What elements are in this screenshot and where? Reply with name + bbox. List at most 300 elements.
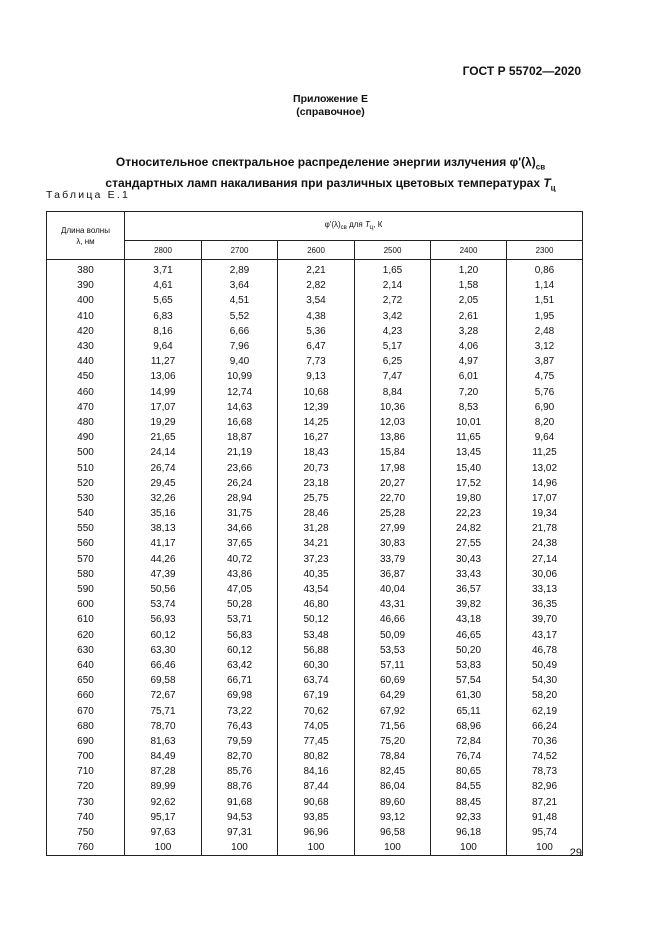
wavelength-cell: 440 [47,354,125,369]
value-cell: 21,78 [507,521,583,536]
title-line-2-subscript: ц [550,183,556,193]
value-cell: 9,40 [202,354,278,369]
wavelength-cell: 600 [47,597,125,612]
value-cell: 87,28 [125,764,202,779]
table-row [47,612,583,627]
value-cell: 78,70 [125,719,202,734]
value-cell: 3,12 [507,339,583,354]
value-cell: 3,54 [278,293,355,308]
value-cell: 21,19 [202,445,278,460]
value-cell: 17,52 [431,476,507,491]
value-cell: 65,11 [431,703,507,718]
value-cell: 96,96 [278,825,355,840]
value-cell: 57,11 [355,658,431,673]
wavelength-cell: 640 [47,658,125,673]
value-cell: 4,75 [507,369,583,384]
value-cell: 76,43 [202,719,278,734]
value-cell: 17,07 [125,400,202,415]
table-row [47,688,583,703]
value-cell: 37,65 [202,536,278,551]
wavelength-cell: 530 [47,491,125,506]
value-cell: 75,71 [125,703,202,718]
value-cell: 67,92 [355,703,431,718]
value-cell: 40,72 [202,552,278,567]
table-row [47,506,583,521]
table-row [47,339,583,354]
value-cell: 3,42 [355,309,431,324]
value-cell: 74,52 [507,749,583,764]
value-cell: 90,68 [278,795,355,810]
value-cell: 2,89 [202,260,278,279]
group-header-sub1: св [340,224,347,231]
wavelength-cell: 620 [47,628,125,643]
value-cell: 70,36 [507,734,583,749]
wavelength-header-line2: λ, нм [76,236,95,246]
wavelength-cell: 510 [47,460,125,475]
value-cell: 80,65 [431,764,507,779]
table-row [47,369,583,384]
spectral-table [46,211,583,856]
value-cell: 75,20 [355,734,431,749]
table-row [47,658,583,673]
value-cell: 57,54 [431,673,507,688]
value-cell: 46,80 [278,597,355,612]
value-cell: 100 [125,840,202,856]
table-row [47,582,583,597]
value-cell: 30,06 [507,567,583,582]
table-row [47,840,583,856]
wavelength-cell: 550 [47,521,125,536]
value-cell: 40,35 [278,567,355,582]
wavelength-cell: 480 [47,415,125,430]
value-cell: 4,97 [431,354,507,369]
value-cell: 16,68 [202,415,278,430]
value-cell: 0,86 [507,260,583,279]
value-cell: 43,54 [278,582,355,597]
value-cell: 27,14 [507,552,583,567]
value-cell: 5,17 [355,339,431,354]
value-cell: 7,73 [278,354,355,369]
value-cell: 18,43 [278,445,355,460]
value-cell: 14,96 [507,476,583,491]
value-cell: 43,18 [431,612,507,627]
value-cell: 5,52 [202,309,278,324]
value-cell: 5,36 [278,324,355,339]
value-cell: 72,67 [125,688,202,703]
value-cell: 20,27 [355,476,431,491]
value-cell: 9,13 [278,369,355,384]
value-cell: 1,51 [507,293,583,308]
value-cell: 3,87 [507,354,583,369]
value-cell: 36,87 [355,567,431,582]
value-cell: 22,23 [431,506,507,521]
table-row [47,597,583,612]
value-cell: 23,18 [278,476,355,491]
group-header-mid: для [346,219,365,229]
value-cell: 61,30 [431,688,507,703]
table-row [47,825,583,840]
wavelength-cell: 400 [47,293,125,308]
standard-code: ГОСТ Р 55702—2020 [462,64,581,78]
value-cell: 5,65 [125,293,202,308]
value-cell: 14,99 [125,385,202,400]
table-label: Таблица Е.1 [46,189,131,201]
table-row [47,795,583,810]
value-cell: 76,74 [431,749,507,764]
value-cell: 38,13 [125,521,202,536]
value-cell: 17,07 [507,491,583,506]
value-cell: 54,30 [507,673,583,688]
value-cell: 7,47 [355,369,431,384]
value-cell: 39,82 [431,597,507,612]
wavelength-cell: 590 [47,582,125,597]
table-row [47,810,583,825]
wavelength-cell: 650 [47,673,125,688]
value-cell: 6,01 [431,369,507,384]
wavelength-cell: 500 [47,445,125,460]
value-cell: 31,75 [202,506,278,521]
value-cell: 53,74 [125,597,202,612]
table-row [47,703,583,718]
value-cell: 96,18 [431,825,507,840]
value-cell: 66,71 [202,673,278,688]
value-cell: 1,14 [507,278,583,293]
value-cell: 43,31 [355,597,431,612]
wavelength-cell: 610 [47,612,125,627]
value-cell: 66,24 [507,719,583,734]
temperature-header: 2800 [125,241,202,260]
value-cell: 95,74 [507,825,583,840]
value-cell: 62,19 [507,703,583,718]
value-cell: 6,90 [507,400,583,415]
value-cell: 89,60 [355,795,431,810]
value-cell: 68,96 [431,719,507,734]
wavelength-cell: 430 [47,339,125,354]
value-cell: 4,38 [278,309,355,324]
table-row [47,764,583,779]
wavelength-cell: 390 [47,278,125,293]
wavelength-cell: 700 [47,749,125,764]
value-cell: 56,83 [202,628,278,643]
value-cell: 7,20 [431,385,507,400]
table-row [47,460,583,475]
value-cell: 86,04 [355,779,431,794]
wavelength-cell: 540 [47,506,125,521]
value-cell: 2,21 [278,260,355,279]
value-cell: 13,02 [507,460,583,475]
value-cell: 53,53 [355,643,431,658]
value-cell: 3,71 [125,260,202,279]
value-cell: 29,45 [125,476,202,491]
table-row [47,309,583,324]
value-cell: 88,76 [202,779,278,794]
value-cell: 25,28 [355,506,431,521]
value-cell: 74,05 [278,719,355,734]
value-cell: 21,65 [125,430,202,445]
value-cell: 36,57 [431,582,507,597]
value-cell: 80,82 [278,749,355,764]
value-cell: 58,20 [507,688,583,703]
value-cell: 12,03 [355,415,431,430]
value-cell: 46,66 [355,612,431,627]
value-cell: 100 [202,840,278,856]
temperature-group-header [125,212,583,241]
value-cell: 10,99 [202,369,278,384]
value-cell: 47,39 [125,567,202,582]
table-row [47,476,583,491]
value-cell: 95,17 [125,810,202,825]
table-row [47,278,583,293]
value-cell: 3,28 [431,324,507,339]
wavelength-cell: 580 [47,567,125,582]
value-cell: 56,93 [125,612,202,627]
value-cell: 33,79 [355,552,431,567]
table-row [47,400,583,415]
value-cell: 37,23 [278,552,355,567]
value-cell: 2,05 [431,293,507,308]
value-cell: 10,01 [431,415,507,430]
value-cell: 97,31 [202,825,278,840]
wavelength-cell: 470 [47,400,125,415]
group-header-sub2: ц [369,224,374,231]
value-cell: 8,16 [125,324,202,339]
value-cell: 81,63 [125,734,202,749]
wavelength-cell: 720 [47,779,125,794]
value-cell: 1,58 [431,278,507,293]
value-cell: 35,16 [125,506,202,521]
value-cell: 84,49 [125,749,202,764]
value-cell: 60,12 [202,643,278,658]
value-cell: 50,09 [355,628,431,643]
value-cell: 82,45 [355,764,431,779]
table-row [47,491,583,506]
value-cell: 2,82 [278,278,355,293]
value-cell: 50,20 [431,643,507,658]
value-cell: 85,76 [202,764,278,779]
value-cell: 12,39 [278,400,355,415]
wavelength-cell: 490 [47,430,125,445]
value-cell: 92,33 [431,810,507,825]
value-cell: 50,49 [507,658,583,673]
value-cell: 69,58 [125,673,202,688]
value-cell: 100 [507,840,583,856]
temperature-header: 2300 [507,241,583,260]
value-cell: 92,62 [125,795,202,810]
value-cell: 11,65 [431,430,507,445]
value-cell: 14,25 [278,415,355,430]
table-row [47,719,583,734]
value-cell: 67,19 [278,688,355,703]
value-cell: 24,82 [431,521,507,536]
value-cell: 24,14 [125,445,202,460]
appendix-type: (справочное) [296,106,365,118]
value-cell: 93,12 [355,810,431,825]
value-cell: 18,87 [202,430,278,445]
value-cell: 8,84 [355,385,431,400]
table-row [47,293,583,308]
value-cell: 19,80 [431,491,507,506]
value-cell: 56,88 [278,643,355,658]
wavelength-cell: 630 [47,643,125,658]
value-cell: 15,84 [355,445,431,460]
value-cell: 93,85 [278,810,355,825]
wavelength-cell: 740 [47,810,125,825]
value-cell: 72,84 [431,734,507,749]
wavelength-cell: 710 [47,764,125,779]
value-cell: 26,24 [202,476,278,491]
title-line-1 [0,154,661,175]
table-row [47,385,583,400]
value-cell: 27,55 [431,536,507,551]
table-row [47,628,583,643]
wavelength-cell: 420 [47,324,125,339]
value-cell: 43,86 [202,567,278,582]
value-cell: 8,53 [431,400,507,415]
value-cell: 2,72 [355,293,431,308]
value-cell: 7,96 [202,339,278,354]
value-cell: 26,74 [125,460,202,475]
value-cell: 6,66 [202,324,278,339]
value-cell: 91,48 [507,810,583,825]
value-cell: 10,68 [278,385,355,400]
value-cell: 34,21 [278,536,355,551]
value-cell: 17,98 [355,460,431,475]
temperature-header: 2600 [278,241,355,260]
value-cell: 25,75 [278,491,355,506]
wavelength-cell: 730 [47,795,125,810]
value-cell: 8,20 [507,415,583,430]
value-cell: 77,45 [278,734,355,749]
table-row [47,643,583,658]
table-row [47,552,583,567]
value-cell: 36,35 [507,597,583,612]
value-cell: 28,46 [278,506,355,521]
wavelength-cell: 560 [47,536,125,551]
value-cell: 53,83 [431,658,507,673]
value-cell: 1,20 [431,260,507,279]
value-cell: 87,21 [507,795,583,810]
table-row [47,430,583,445]
value-cell: 34,66 [202,521,278,536]
value-cell: 82,70 [202,749,278,764]
table-row [47,415,583,430]
value-cell: 64,29 [355,688,431,703]
wavelength-cell: 450 [47,369,125,384]
temperature-header: 2700 [202,241,278,260]
table-row [47,521,583,536]
value-cell: 15,40 [431,460,507,475]
value-cell: 19,29 [125,415,202,430]
appendix-heading [0,93,661,119]
value-cell: 100 [278,840,355,856]
value-cell: 70,62 [278,703,355,718]
value-cell: 12,74 [202,385,278,400]
value-cell: 14,63 [202,400,278,415]
wavelength-cell: 570 [47,552,125,567]
table-row [47,779,583,794]
value-cell: 4,51 [202,293,278,308]
value-cell: 5,76 [507,385,583,400]
group-header-var: T [364,219,370,229]
value-cell: 2,14 [355,278,431,293]
value-cell: 6,47 [278,339,355,354]
value-cell: 39,70 [507,612,583,627]
value-cell: 11,27 [125,354,202,369]
value-cell: 4,23 [355,324,431,339]
group-header-suffix: , К [373,219,383,229]
appendix-title: Приложение Е [293,93,368,105]
value-cell: 30,43 [431,552,507,567]
wavelength-cell: 750 [47,825,125,840]
value-cell: 63,30 [125,643,202,658]
value-cell: 100 [431,840,507,856]
value-cell: 16,27 [278,430,355,445]
value-cell: 60,30 [278,658,355,673]
value-cell: 96,58 [355,825,431,840]
table-row [47,445,583,460]
wavelength-column-header [47,212,125,260]
wavelength-cell: 760 [47,840,125,856]
value-cell: 13,45 [431,445,507,460]
value-cell: 23,66 [202,460,278,475]
value-cell: 60,69 [355,673,431,688]
value-cell: 43,17 [507,628,583,643]
value-cell: 84,55 [431,779,507,794]
temperature-header: 2500 [355,241,431,260]
table-row [47,734,583,749]
value-cell: 78,73 [507,764,583,779]
value-cell: 53,48 [278,628,355,643]
title-line-2-text: стандартных ламп накаливания при различных цветовых температурах [105,176,544,191]
title-line-1-subscript: св [535,162,546,172]
value-cell: 88,45 [431,795,507,810]
value-cell: 1,95 [507,309,583,324]
wavelength-cell: 680 [47,719,125,734]
value-cell: 33,13 [507,582,583,597]
value-cell: 40,04 [355,582,431,597]
value-cell: 69,98 [202,688,278,703]
value-cell: 22,70 [355,491,431,506]
page-number: 29 [569,847,582,859]
title-line-2-variable: T [543,176,551,191]
table-row [47,324,583,339]
temperature-header: 2400 [431,241,507,260]
value-cell: 91,68 [202,795,278,810]
wavelength-cell: 380 [47,260,125,279]
value-cell: 78,84 [355,749,431,764]
value-cell: 27,99 [355,521,431,536]
table-row [47,673,583,688]
value-cell: 4,61 [125,278,202,293]
value-cell: 63,74 [278,673,355,688]
group-header-prefix: φ'(λ) [324,219,341,229]
value-cell: 9,64 [125,339,202,354]
value-cell: 3,64 [202,278,278,293]
table-row [47,567,583,582]
value-cell: 73,22 [202,703,278,718]
wavelength-header-line1: Длина волны [61,225,110,235]
value-cell: 79,59 [202,734,278,749]
value-cell: 46,65 [431,628,507,643]
value-cell: 50,56 [125,582,202,597]
value-cell: 97,63 [125,825,202,840]
value-cell: 50,28 [202,597,278,612]
value-cell: 9,64 [507,430,583,445]
value-cell: 20,73 [278,460,355,475]
value-cell: 2,48 [507,324,583,339]
value-cell: 2,61 [431,309,507,324]
value-cell: 94,53 [202,810,278,825]
